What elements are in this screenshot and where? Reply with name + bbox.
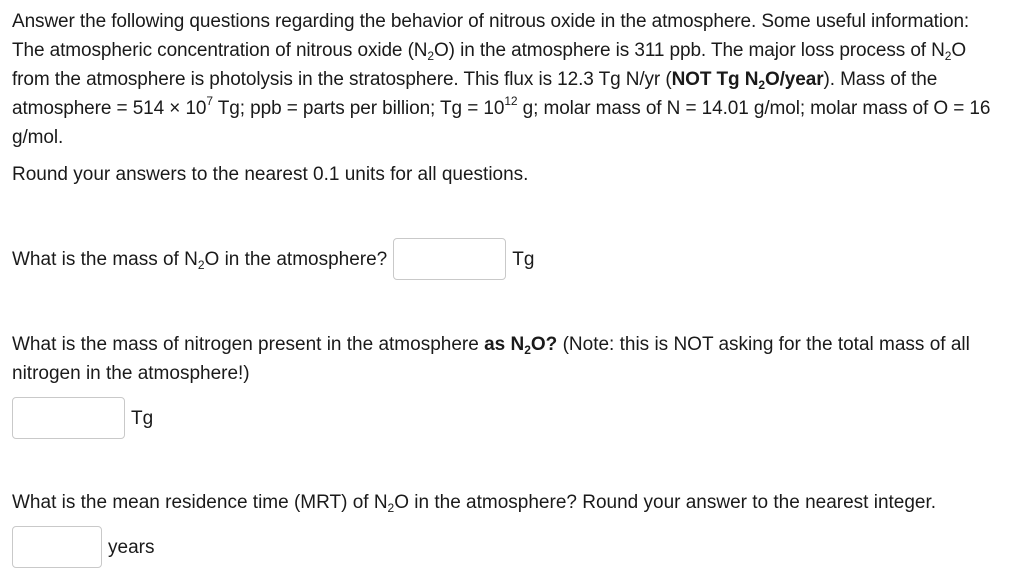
bold-note: NOT Tg $N_2O$/year bbox=[671, 69, 824, 92]
intro-text: Answer the following questions regarding the behavior of nitrous oxide in the atmosphere. Some useful information: The atmospheric concentration of nitrous oxide (N bbox=[12, 11, 970, 61]
intro-text: O) in the atmosphere is 311 ppb. The major loss process of N bbox=[434, 40, 945, 61]
answer-1-input[interactable] bbox=[393, 238, 506, 280]
question-3-label: What is the mean residence time (MRT) of $N_2O$ in the atmosphere? Round your answer to the nearest integer. bbox=[12, 492, 937, 515]
intro-text: Tg; ppb = parts per billion; Tg = 10 bbox=[212, 98, 505, 119]
answer-2-unit: Tg bbox=[131, 407, 154, 429]
question-page bbox=[0, 0, 1024, 189]
answer-3-input[interactable] bbox=[12, 526, 102, 568]
answer-2-input[interactable] bbox=[12, 397, 125, 439]
question-1-label: What is the mass of $N_2O$ in the atmosphere? bbox=[12, 248, 388, 272]
question-2-label: What is the mass of nitrogen present in the atmosphere as $N_2O$? (Note: this is NOT asking for the total mass of all nitrogen in the atmosphere!) bbox=[12, 334, 970, 384]
answer-1-unit: Tg bbox=[512, 248, 535, 270]
question-2-answer bbox=[12, 397, 153, 439]
intro-text: g; molar mass of N = 14.01 g/mol; molar mass of O = 16 g/mol. bbox=[12, 98, 991, 148]
superscript: 7 bbox=[206, 94, 213, 108]
question-3-answer bbox=[12, 526, 154, 568]
question-1 bbox=[12, 238, 534, 280]
intro-text: O from the atmosphere is photolysis in the stratosphere. This flux is 12.3 Tg N/yr ( bbox=[12, 40, 967, 90]
rounding-instruction: Round your answers to the nearest 0.1 units for all questions. bbox=[12, 164, 529, 185]
superscript: 12 bbox=[504, 94, 518, 108]
answer-3-unit: years bbox=[108, 536, 155, 558]
subscript: 2 bbox=[427, 49, 434, 63]
intro-paragraph bbox=[12, 7, 1002, 152]
subscript: 2 bbox=[944, 49, 952, 63]
intro-text: ). Mass of the atmosphere = 514 × 10 bbox=[12, 69, 938, 119]
